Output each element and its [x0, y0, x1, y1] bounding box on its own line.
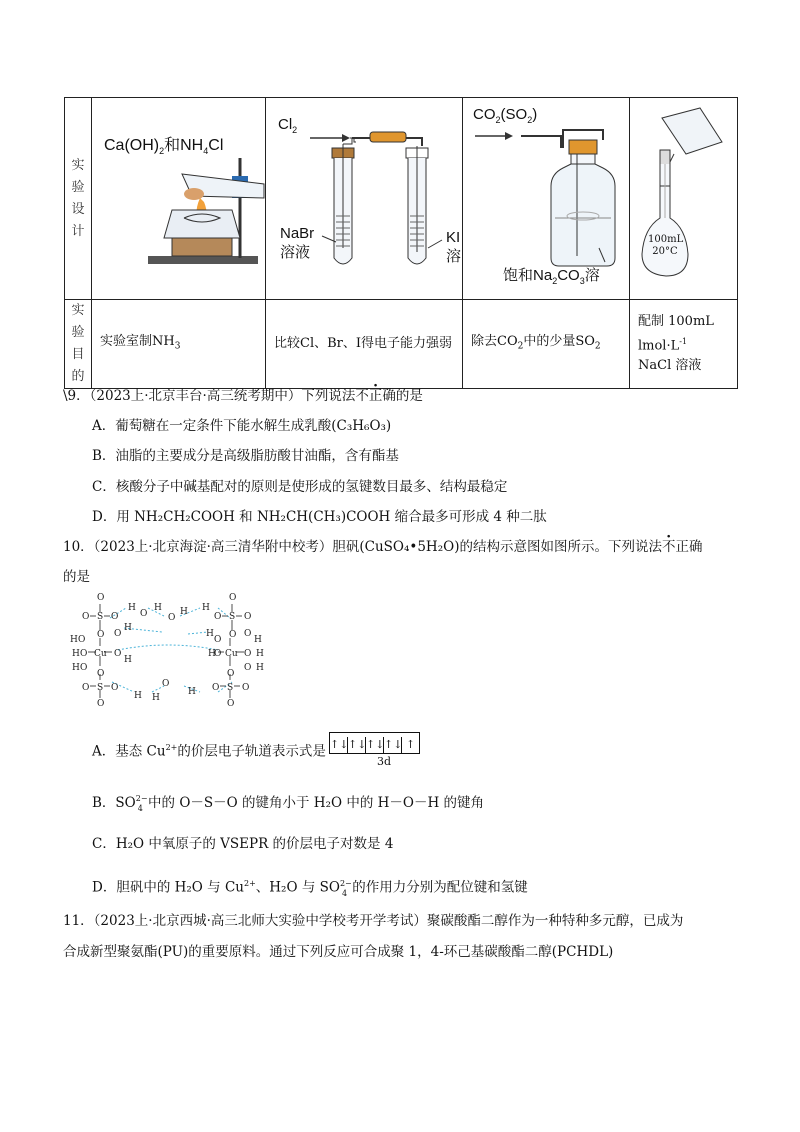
- svg-text:H: H: [72, 663, 80, 673]
- svg-text:H: H: [206, 629, 214, 639]
- svg-text:O: O: [227, 669, 235, 679]
- svg-text:O: O: [80, 663, 88, 673]
- figC-bottle-label: 饱和$Na_2CO_3$溶: [503, 267, 600, 286]
- figure-volumetric-flask: [630, 98, 738, 300]
- volumetric-flask-drawing: [630, 98, 738, 300]
- orbital-diagram-3d: [329, 732, 439, 768]
- figB-tube1-label: NaBr 溶液: [280, 225, 315, 261]
- svg-text:H: H: [72, 649, 80, 659]
- svg-text:O: O: [214, 635, 222, 645]
- svg-text:O: O: [244, 649, 252, 659]
- q11-stem-line1: 11．（2023上·北京西城·高三北师大实验中学校考开学考试）聚碳酸酯二醇作为一种特种多元醇，已成为: [63, 913, 684, 929]
- orbital-boxes: ↑↓↑↓↑↓↑↓ ↑: [329, 732, 420, 754]
- svg-text:H: H: [202, 603, 210, 613]
- svg-text:O: O: [111, 683, 119, 693]
- figure-ammonia-setup: [92, 98, 266, 300]
- svg-text:H: H: [124, 655, 132, 665]
- svg-text:O: O: [97, 630, 105, 640]
- purpose-b: 比较Cl、Br、I得电子能力强弱: [266, 300, 463, 389]
- svg-text:H: H: [152, 693, 160, 703]
- svg-text:O: O: [212, 683, 220, 693]
- svg-text:Cu: Cu: [94, 649, 107, 659]
- svg-text:O: O: [78, 635, 86, 645]
- svg-text:H: H: [154, 603, 162, 613]
- ammonia-apparatus-drawing: [92, 98, 266, 300]
- svg-text:O: O: [214, 649, 222, 659]
- q9-option-a: A．葡萄糖在一定条件下能水解生成乳酸(C₃H₆O₃): [92, 418, 392, 434]
- halogen-apparatus-drawing: [266, 98, 463, 300]
- svg-text:H: H: [70, 635, 78, 645]
- svg-text:O: O: [97, 699, 105, 709]
- svg-text:O: O: [80, 649, 88, 659]
- svg-text:O: O: [214, 612, 222, 622]
- purpose-d: 配制 100mL $lmol\cdot L^{-1}$ NaCl 溶液: [630, 300, 738, 389]
- svg-text:O: O: [244, 629, 252, 639]
- svg-text:O: O: [140, 609, 148, 619]
- q11-stem-line2: 合成新型聚氨酯(PU)的重要原料。通过下列反应可合成聚 1，4-环己基碳酸酯二醇(PCHDL): [63, 944, 614, 960]
- figD-flask-label: 100mL 20°C: [648, 234, 684, 257]
- svg-text:S: S: [227, 683, 234, 693]
- q10-stem-line2: 的是: [63, 569, 90, 585]
- q10-option-a: A．基态 $Cu^{2+}$的价层电子轨道表示式是: [92, 743, 326, 760]
- figC-gas-label: $CO_2(SO_2)$: [473, 106, 538, 125]
- svg-text:O: O: [97, 669, 105, 679]
- purpose-c: 除去$CO_2$中的少量$SO_2$: [463, 300, 630, 389]
- svg-text:H: H: [254, 635, 262, 645]
- row-head-purpose: 实 验 目 的: [65, 300, 92, 389]
- svg-text:O: O: [227, 699, 235, 709]
- svg-text:H: H: [256, 649, 264, 659]
- figB-gas-label: $Cl_2$: [278, 116, 298, 135]
- orbital-label: 3d: [376, 755, 392, 768]
- q9-option-d: D．用 NH₂CH₂COOH 和 NH₂CH(CH₃)COOH 缩合最多可形成 4 种二肽: [92, 509, 547, 525]
- q10-stem-line1: 10．（2023上·北京海淀·高三清华附中校考）胆矾(CuSO₄•5H₂O)的结构示意图如图所示。下列说法不正确: [63, 539, 703, 555]
- experiment-table: [64, 97, 738, 389]
- figB-tube2-label: KI 溶: [446, 229, 462, 265]
- svg-text:O: O: [82, 683, 90, 693]
- svg-text:O: O: [111, 612, 119, 622]
- svg-text:H: H: [124, 623, 132, 633]
- q10-option-d: D．胆矾中的 H₂O 与 $Cu^{2+}$、H₂O 与 SO 2− 4 的作用力分别为配位键和氢键: [92, 878, 528, 898]
- q10-option-b: B．SO 2− 4 中的 O－S－O 的键角小于 H₂O 中的 H－O－H 的键角: [92, 794, 485, 813]
- svg-text:O: O: [168, 613, 176, 623]
- svg-text:S: S: [97, 683, 104, 693]
- figure-gas-wash-setup: [463, 98, 630, 300]
- svg-text:H: H: [256, 663, 264, 673]
- q9-option-b: B．油脂的主要成分是高级脂肪酸甘油酯，含有酯基: [92, 448, 399, 464]
- svg-text:S: S: [229, 612, 236, 622]
- svg-text:O: O: [229, 593, 237, 603]
- svg-text:O: O: [162, 679, 170, 689]
- svg-text:Cu: Cu: [225, 649, 238, 659]
- svg-text:H: H: [128, 603, 136, 613]
- gas-wash-bottle-drawing: [463, 98, 630, 300]
- purpose-a: 实验室制$NH_3$: [92, 300, 266, 389]
- svg-text:O: O: [242, 683, 250, 693]
- figure-halogen-setup: [266, 98, 463, 300]
- figA-label: $Ca(OH)_2$和$NH_4Cl$: [104, 137, 224, 157]
- svg-text:O: O: [114, 649, 122, 659]
- svg-text:O: O: [97, 593, 105, 603]
- svg-text:H: H: [134, 691, 142, 701]
- svg-text:O: O: [114, 629, 122, 639]
- svg-text:O: O: [244, 612, 252, 622]
- q9-stem: \9．（2023上·北京丰台·高三统考期中）下列说法不正确的是: [63, 388, 423, 404]
- svg-text:H: H: [188, 687, 196, 697]
- q10-option-c: C．H₂O 中氧原子的 VSEPR 的价层电子对数是 4: [92, 836, 394, 852]
- svg-text:H: H: [208, 649, 216, 659]
- svg-text:O: O: [244, 663, 252, 673]
- chalcanthite-structure-diagram: [68, 590, 290, 710]
- svg-text:O: O: [229, 630, 237, 640]
- svg-text:H: H: [180, 607, 188, 617]
- svg-text:S: S: [97, 612, 104, 622]
- q9-option-c: C．核酸分子中碱基配对的原则是使形成的氢键数目最多、结构最稳定: [92, 479, 508, 495]
- row-head-design: 实 验 设 计: [65, 98, 92, 300]
- svg-text:O: O: [82, 612, 90, 622]
